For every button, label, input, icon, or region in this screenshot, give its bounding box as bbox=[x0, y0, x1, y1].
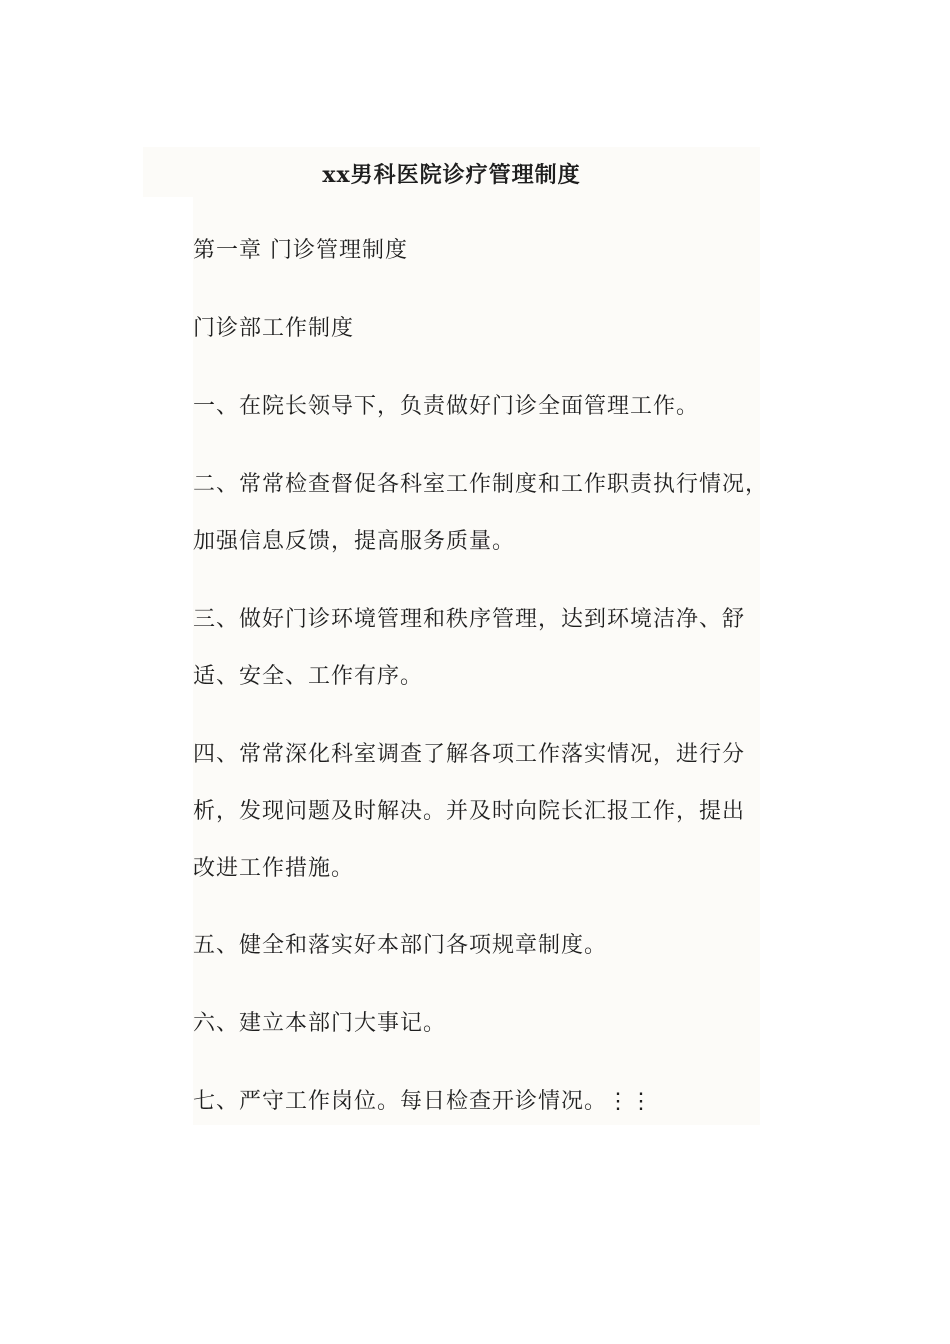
document-title: xx男科医院诊疗管理制度 bbox=[322, 162, 581, 188]
rule-1-line-1: 一、在院长领导下，负责做好门诊全面管理工作。 bbox=[193, 394, 700, 419]
rule-2-line-1: 二、常常检查督促各科室工作制度和工作职责执行情况， bbox=[193, 472, 769, 497]
rule-7-line-1: 七、严守工作岗位。每日检查开诊情况。⋮⋮ bbox=[193, 1089, 654, 1114]
rule-3-line-2: 适、安全、工作有序。 bbox=[193, 664, 424, 689]
rule-2-line-2: 加强信息反馈，提高服务质量。 bbox=[193, 529, 516, 554]
rule-6-line-1: 六、建立本部门大事记。 bbox=[193, 1011, 447, 1036]
rule-4-line-3: 改进工作措施。 bbox=[193, 856, 355, 881]
section-heading: 门诊部工作制度 bbox=[193, 316, 355, 341]
rule-5-line-1: 五、健全和落实好本部门各项规章制度。 bbox=[193, 933, 608, 958]
rule-4-line-2: 析，发现问题及时解决。并及时向院长汇报工作，提出 bbox=[193, 799, 746, 824]
rule-4-line-1: 四、常常深化科室调查了解各项工作落实情况，进行分 bbox=[193, 742, 746, 767]
rule-3-line-1: 三、做好门诊环境管理和秩序管理，达到环境洁净、舒 bbox=[193, 607, 746, 632]
chapter-heading: 第一章 门诊管理制度 bbox=[193, 238, 408, 263]
